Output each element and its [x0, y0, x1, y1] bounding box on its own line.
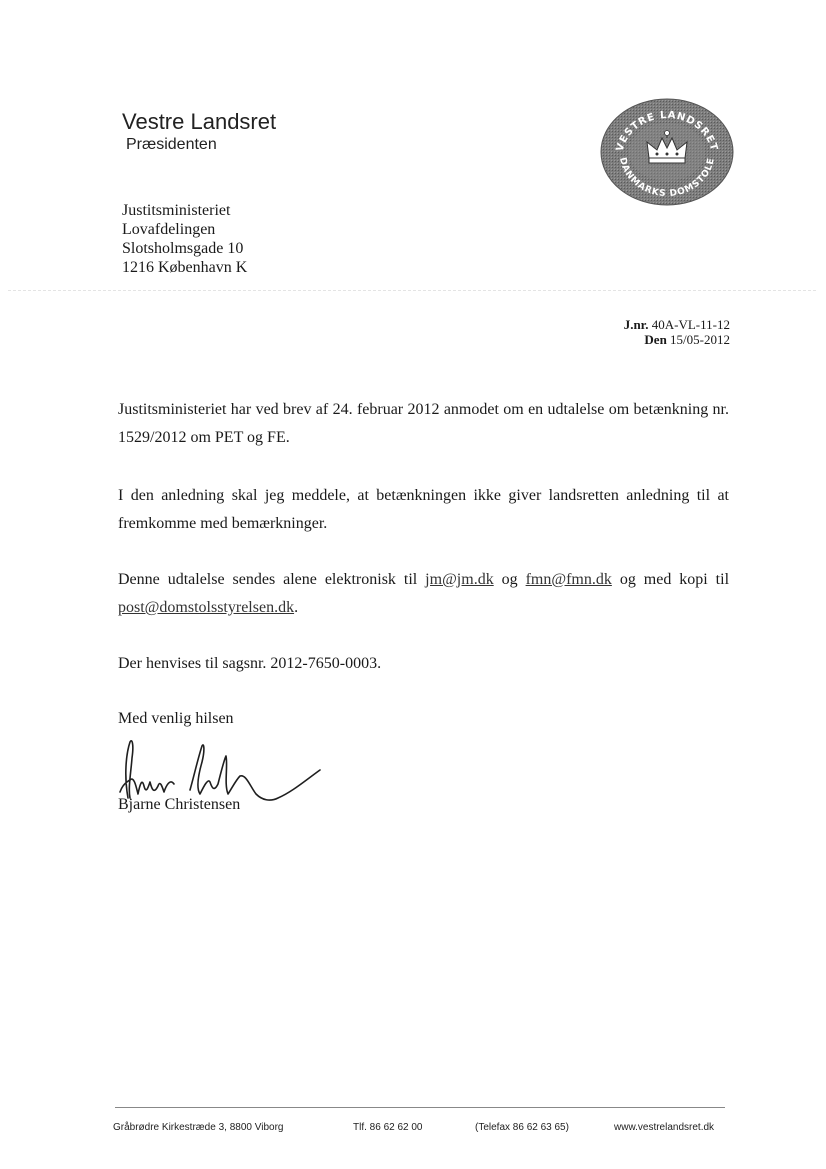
court-seal [600, 98, 734, 206]
fold-line [8, 290, 816, 291]
recipient-line: Lovafdelingen [122, 221, 216, 238]
date-label: Den [644, 332, 667, 347]
email-link-fmn[interactable]: fmn@fmn.dk [525, 571, 612, 588]
recipient-line: 1216 København K [122, 259, 248, 276]
letter-date: 15/05-2012 [670, 332, 730, 347]
sender-name: Vestre Landsret [122, 109, 277, 134]
sender-title: Præsidenten [126, 136, 217, 153]
footer-address: Gråbrødre Kirkestræde 3, 8800 Viborg [113, 1122, 284, 1133]
reference-block [624, 317, 730, 347]
email-link-jm[interactable]: jm@jm.dk [425, 571, 494, 588]
footer-phone: Tlf. 86 62 62 00 [353, 1122, 423, 1133]
paragraph-response: I den anledning skal jeg meddele, at betænkningen ikke giver landsretten anledning til at fremkomme med bemærkninger. [118, 487, 729, 532]
distribution-text: Denne udtalelse sendes alene elektronisk til [118, 571, 418, 588]
seal-top-text: VESTRE LANDSRET [614, 109, 720, 153]
paragraph-case-reference: Der henvises til sagsnr. 2012-7650-0003. [118, 655, 382, 672]
paragraph-distribution [118, 566, 729, 622]
recipient-address [122, 201, 247, 277]
recipient-line: Justitsministeriet [122, 202, 231, 219]
paragraph-request: Justitsministeriet har ved brev af 24. februar 2012 anmodet om en udtalelse om betænkning nr. 1529/2012 om PET og FE. [118, 401, 729, 446]
distribution-text: og med kopi til [619, 571, 730, 588]
footer-website[interactable]: www.vestrelandsret.dk [614, 1122, 715, 1133]
footer-fax: (Telefax 86 62 63 65) [475, 1122, 569, 1133]
distribution-end: . [294, 599, 299, 616]
email-link-domstolsstyrelsen[interactable]: post@domstolsstyrelsen.dk [118, 599, 295, 616]
footer-rule [115, 1107, 725, 1108]
journal-label: J.nr. [623, 317, 649, 332]
distribution-text: og [501, 571, 518, 588]
seal-bottom-text: DANMARKS DOMSTOLE [617, 156, 717, 200]
journal-number: 40A-VL-11-12 [651, 317, 730, 332]
signer-name: Bjarne Christensen [118, 796, 241, 813]
closing-greeting: Med venlig hilsen [118, 710, 234, 727]
recipient-line: Slotsholmsgade 10 [122, 240, 244, 257]
